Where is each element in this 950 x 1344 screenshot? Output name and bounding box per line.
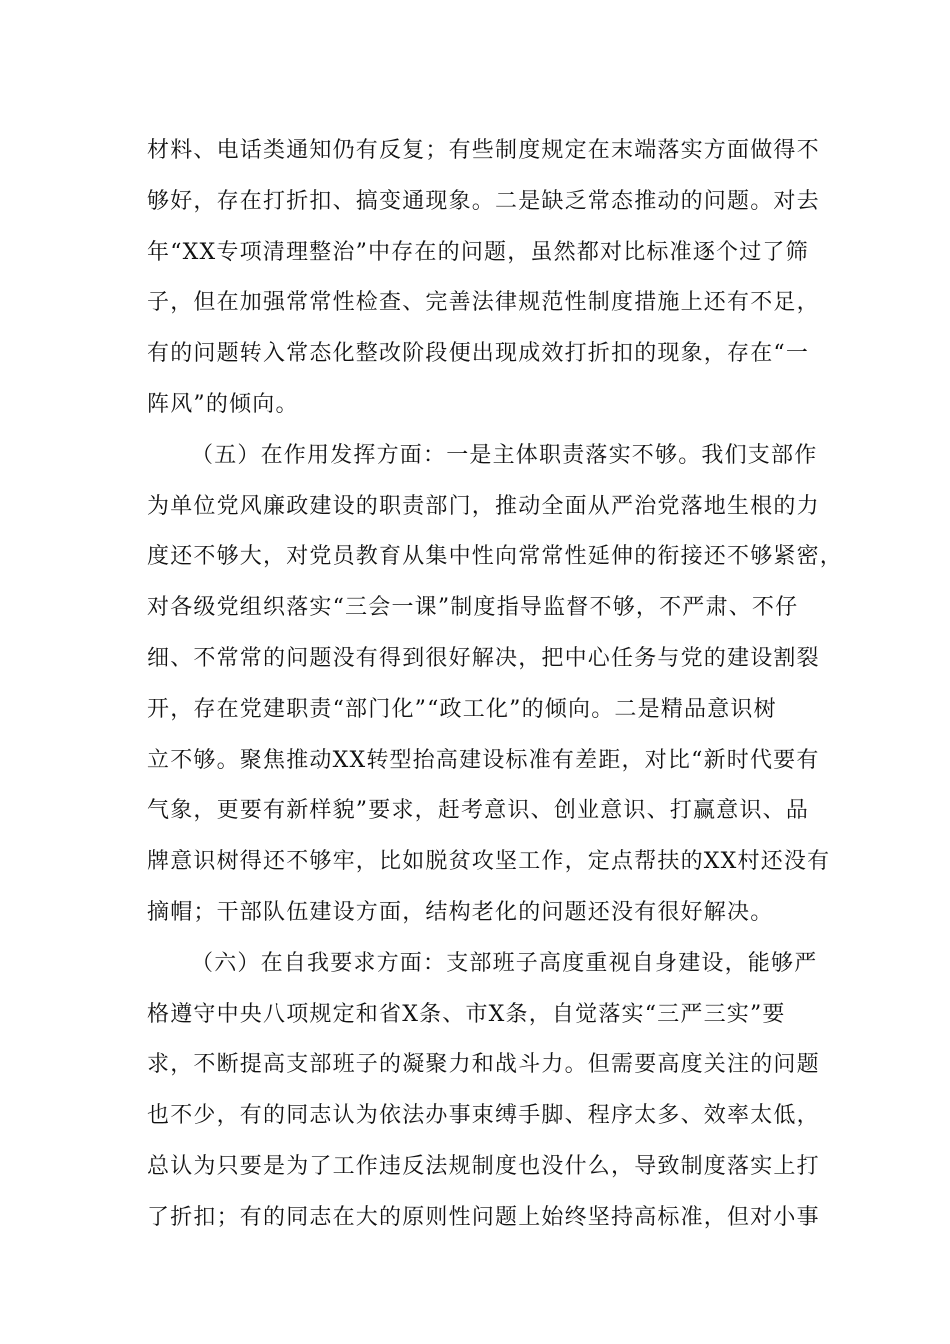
text-line: 格遵守中央八项规定和省X条、市X条，自觉落实“三严三实”要 xyxy=(147,1001,786,1027)
paragraph-first-line: （五）在作用发挥方面：一是主体职责落实不够。我们支部作 xyxy=(191,442,818,468)
text-line: 也不少，有的同志认为依法办事束缚手脚、程序太多、效率太低， xyxy=(147,1103,820,1129)
document-body xyxy=(147,132,844,1250)
text-line: 细、不常常的问题没有得到很好解决，把中心任务与党的建设割裂 xyxy=(147,645,820,671)
text-line: 立不够。聚焦推动XX转型抬高建设标准有差距，对比“新时代要有 xyxy=(147,747,820,773)
text-line: 开，存在党建职责“部门化”“政工化”的倾向。二是精品意识树 xyxy=(147,696,777,722)
text-line: 度还不够大，对党员教育从集中性向常常性延伸的衔接还不够紧密， xyxy=(147,544,844,570)
text-line: 摘帽；干部队伍建设方面，结构老化的问题还没有很好解决。 xyxy=(147,899,774,925)
text-line: 阵风”的倾向。 xyxy=(147,391,299,417)
text-line: 牌意识树得还不够牢，比如脱贫攻坚工作，定点帮扶的XX村还没有 xyxy=(147,849,831,875)
text-line: 求，不断提高支部班子的凝聚力和战斗力。但需要高度关注的问题 xyxy=(147,1052,820,1078)
text-line: 为单位党风廉政建设的职责部门，推动全面从严治党落地生根的力 xyxy=(147,493,820,519)
text-line: 气象，更要有新样貌”要求，赶考意识、创业意识、打赢意识、品 xyxy=(147,798,810,824)
text-line: 够好，存在打折扣、搞变通现象。二是缺乏常态推动的问题。对去 xyxy=(147,188,820,214)
text-line: 子，但在加强常常性检查、完善法律规范性制度措施上还有不足， xyxy=(147,290,820,316)
paragraph-first-line: （六）在自我要求方面：支部班子高度重视自身建设，能够严 xyxy=(191,950,818,976)
text-line: 有的问题转入常态化整改阶段便出现成效打折扣的现象，存在“一 xyxy=(147,341,810,367)
text-line: 总认为只要是为了工作违反法规制度也没什么，导致制度落实上打 xyxy=(147,1153,820,1179)
text-line: 了折扣；有的同志在大的原则性问题上始终坚持高标准，但对小事 xyxy=(147,1204,820,1230)
text-line: 年“XX专项清理整治”中存在的问题，虽然都对比标准逐个过了筛 xyxy=(147,239,809,265)
text-line: 对各级党组织落实“三会一课”制度指导监督不够，不严肃、不仔 xyxy=(147,595,799,621)
text-line: 材料、电话类通知仍有反复；有些制度规定在末端落实方面做得不 xyxy=(147,138,820,163)
